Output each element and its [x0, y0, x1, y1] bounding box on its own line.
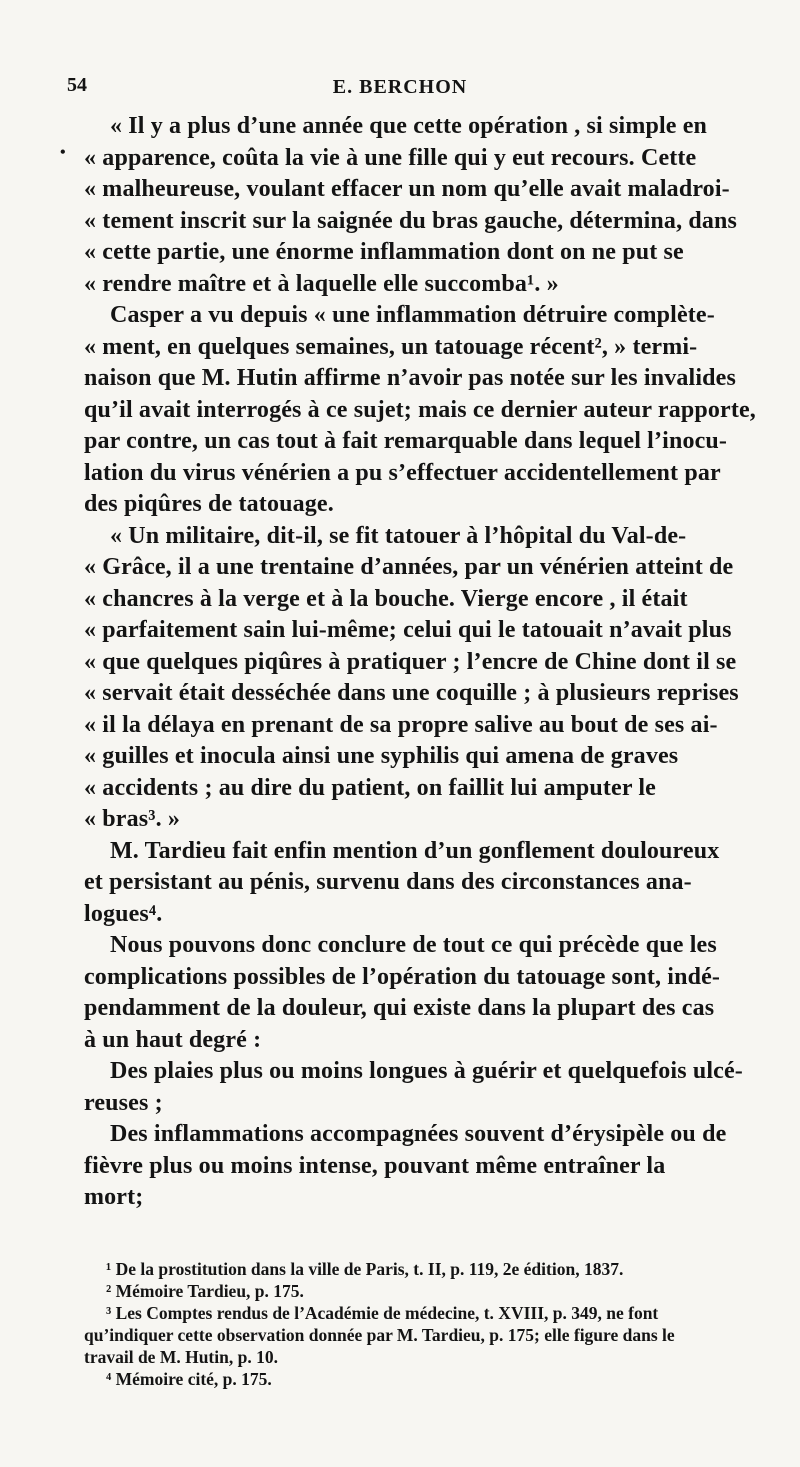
text-line: « servait était desséchée dans une coquille ; à plusieurs reprises	[84, 680, 739, 706]
text-line: reuses ;	[84, 1089, 163, 1116]
running-head: E. BERCHON	[332, 76, 468, 98]
text-line: « cette partie, une énorme inflammation dont on ne put se	[84, 239, 684, 265]
text-line: Des inflammations accompagnées souvent d’érysipèle ou de	[110, 1121, 727, 1147]
footnote: qu’indiquer cette observation donnée par M. Tardieu, p. 175; elle figure dans le	[84, 1325, 675, 1345]
text-line: logues⁴.	[84, 900, 163, 927]
page-number: 54	[67, 74, 87, 96]
text-line: et persistant au pénis, survenu dans des circonstances ana-	[84, 869, 692, 895]
footnote: travail de M. Hutin, p. 10.	[84, 1347, 278, 1367]
text-line: naison que M. Hutin affirme n’avoir pas notée sur les invalides	[84, 365, 736, 391]
text-line: Casper a vu depuis « une inflammation détruire complète-	[110, 302, 715, 328]
text-line: « Un militaire, dit-il, se fit tatouer à l’hôpital du Val-de-	[110, 522, 687, 549]
text-line: complications possibles de l’opération du tatouage sont, indé-	[84, 963, 721, 990]
text-line: « parfaitement sain lui-même; celui qui le tatouait n’avait plus	[84, 617, 732, 643]
text-line: « il la délaya en prenant de sa propre salive au bout de ses ai-	[84, 711, 718, 738]
text-line: « bras³. »	[84, 806, 181, 832]
text-line: « guilles et inocula ainsi une syphilis qui amena de graves	[84, 743, 679, 769]
text-line: Nous pouvons donc conclure de tout ce qui précède que les	[110, 932, 717, 958]
text-line: « tement inscrit sur la saignée du bras gauche, détermina, dans	[84, 207, 738, 234]
text-line: « Grâce, il a une trentaine d’années, par un vénérien atteint de	[84, 554, 734, 580]
footnote: ² Mémoire Tardieu, p. 175.	[106, 1281, 304, 1301]
text-line: « malheureuse, voulant effacer un nom qu’elle avait maladroi-	[84, 176, 730, 202]
text-line: qu’il avait interrogés à ce sujet; mais ce dernier auteur rapporte,	[84, 396, 756, 423]
text-line: « chancres à la verge et à la bouche. Vierge encore , il était	[84, 585, 688, 612]
text-line: mort;	[84, 1184, 144, 1210]
text-line: « rendre maître et à laquelle elle succomba¹. »	[84, 270, 559, 297]
text-line: M. Tardieu fait enfin mention d’un gonflement douloureux	[110, 837, 720, 864]
text-line: « accidents ; au dire du patient, on faillit lui amputer le	[84, 774, 656, 801]
text-line: lation du virus vénérien a pu s’effectuer accidentellement par	[84, 459, 721, 486]
text-line: « Il y a plus d’une année que cette opération , si simple en	[110, 113, 708, 139]
text-line: « que quelques piqûres à pratiquer ; l’encre de Chine dont il se	[84, 648, 737, 675]
body-text	[84, 111, 784, 1214]
text-line: « apparence, coûta la vie à une fille qui y eut recours. Cette	[84, 144, 697, 171]
text-line: des piqûres de tatouage.	[84, 491, 334, 517]
footnotes	[84, 1258, 784, 1390]
text-line: par contre, un cas tout à fait remarquable dans lequel l’inocu-	[84, 428, 728, 454]
text-line: à un haut degré :	[84, 1026, 262, 1053]
margin-mark: •	[60, 144, 66, 161]
text-line: pendamment de la douleur, qui existe dans la plupart des cas	[84, 995, 715, 1021]
text-line: Des plaies plus ou moins longues à guérir et quelquefois ulcé-	[110, 1058, 743, 1084]
text-line: fièvre plus ou moins intense, pouvant même entraîner la	[84, 1152, 666, 1179]
footnote: ⁴ Mémoire cité, p. 175.	[106, 1369, 272, 1389]
footnote: ¹ De la prostitution dans la ville de Paris, t. II, p. 119, 2e édition, 1837.	[106, 1259, 624, 1279]
footnote: ³ Les Comptes rendus de l’Académie de médecine, t. XVIII, p. 349, ne font	[106, 1303, 659, 1323]
text-line: « ment, en quelques semaines, un tatouage récent², » termi-	[84, 333, 698, 360]
